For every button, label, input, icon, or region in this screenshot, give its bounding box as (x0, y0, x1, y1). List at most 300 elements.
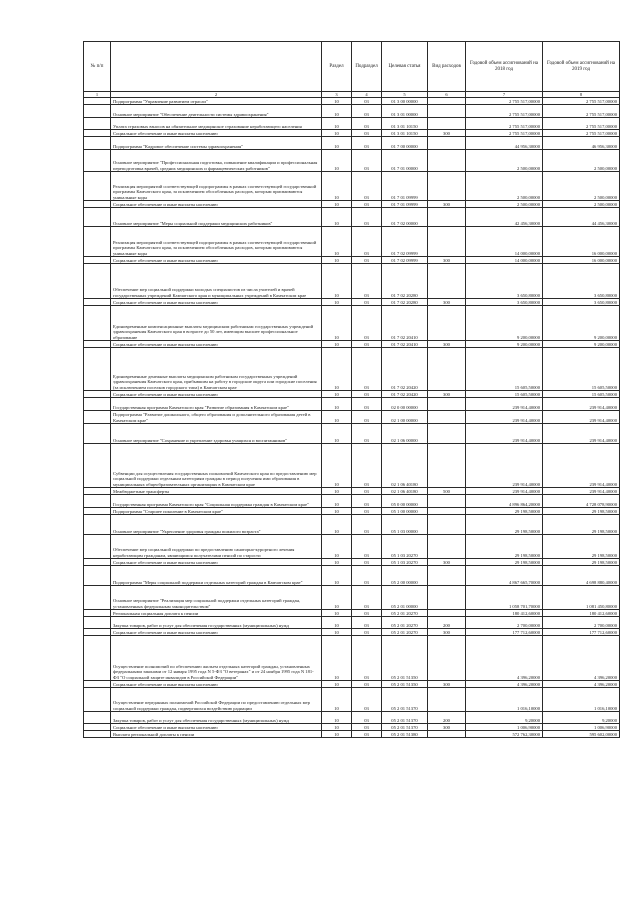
budget-table (83, 41, 620, 738)
row-subsection-cell: 03 (352, 731, 382, 738)
row-section-cell: 10 (322, 150, 352, 172)
row-target-cell: 05 1 03 00000 (382, 515, 428, 535)
row-expense-type-cell (428, 118, 466, 130)
row-number-cell (84, 391, 111, 398)
table-row (84, 636, 620, 681)
table-row (84, 172, 620, 201)
row-2019-cell: 1 081 450,80000 (543, 586, 620, 610)
header-row (84, 42, 620, 92)
row-section-cell: 10 (322, 636, 352, 681)
row-number-cell (84, 118, 111, 130)
row-target-cell: 05 2 01 20270 (382, 629, 428, 636)
row-target-cell: 01 7 02 09999 (382, 227, 428, 257)
row-2018-cell: 3 650,80000 (466, 264, 543, 299)
table-row (84, 306, 620, 341)
row-number-cell (84, 264, 111, 299)
row-name-cell: Социальное обеспечение и иные выплаты населению (111, 130, 322, 137)
row-subsection-cell: 03 (352, 257, 382, 264)
row-number-cell (84, 629, 111, 636)
table-row (84, 495, 620, 508)
table-row (84, 444, 620, 488)
row-name-cell: Государственная программа Камчатского края "Социальная поддержка граждан в Камчатском крае" (111, 495, 322, 508)
row-expense-type-cell (428, 535, 466, 559)
row-expense-type-cell: 300 (428, 681, 466, 688)
row-2019-cell: 3 650,80000 (543, 299, 620, 306)
row-subsection-cell: 03 (352, 610, 382, 617)
row-expense-type-cell (428, 348, 466, 391)
row-number-cell (84, 299, 111, 306)
row-2019-cell: 239 914,40000 (543, 398, 620, 411)
row-target-cell: 05 2 01 51380 (382, 731, 428, 738)
row-2019-cell: 2 755 517,00000 (543, 118, 620, 130)
table-row (84, 610, 620, 617)
row-2018-cell: 3 650,80000 (466, 299, 543, 306)
row-subsection-cell: 03 (352, 629, 382, 636)
row-expense-type-cell (428, 150, 466, 172)
table-row (84, 688, 620, 712)
row-subsection-cell: 03 (352, 201, 382, 208)
header-section: Раздел (322, 42, 352, 92)
row-name-cell: Закупка товаров, работ и услуг для обеспечения государственных (муниципальных) нужд (111, 617, 322, 629)
row-number-cell (84, 444, 111, 488)
table-row (84, 586, 620, 610)
row-number-cell (84, 341, 111, 348)
row-2018-cell: 2 755 517,00000 (466, 105, 543, 118)
column-number: 1 (84, 92, 111, 98)
row-expense-type-cell (428, 264, 466, 299)
row-2019-cell: 4 698 880,40000 (543, 566, 620, 586)
row-target-cell: 01 7 00 00000 (382, 137, 428, 150)
row-subsection-cell: 03 (352, 508, 382, 515)
row-2019-cell: 177 712,60000 (543, 629, 620, 636)
row-number-cell (84, 586, 111, 610)
row-target-cell: 01 7 02 20410 (382, 341, 428, 348)
row-target-cell: 05 0 00 00000 (382, 495, 428, 508)
row-2019-cell: 239 914,40000 (543, 411, 620, 424)
row-2019-cell: 239 914,40000 (543, 488, 620, 495)
row-target-cell: 01 7 02 20280 (382, 299, 428, 306)
table-row (84, 98, 620, 105)
row-2018-cell: 2 700,00000 (466, 617, 543, 629)
row-number-cell (84, 98, 111, 105)
row-number-cell (84, 137, 111, 150)
row-2019-cell: 2 700,00000 (543, 617, 620, 629)
row-name-cell: Подпрограмма "Старшее поколение в Камчатском крае" (111, 508, 322, 515)
row-name-cell: Социальное обеспечение и иные выплаты населению (111, 391, 322, 398)
column-number: 3 (322, 92, 352, 98)
row-section-cell: 10 (322, 610, 352, 617)
table-row (84, 137, 620, 150)
row-name-cell: Основное мероприятие "Меры социальной поддержки медицинских работников" (111, 208, 322, 227)
row-name-cell: Межбюджетные трансферты (111, 488, 322, 495)
row-target-cell: 02 1 00 00000 (382, 411, 428, 424)
row-expense-type-cell (428, 566, 466, 586)
row-target-cell: 01 7 02 09999 (382, 257, 428, 264)
header-2019: Годовой объем ассигнований на 2019 год (543, 42, 620, 92)
row-expense-type-cell (428, 208, 466, 227)
table-row (84, 411, 620, 424)
row-expense-type-cell (428, 306, 466, 341)
row-number-cell (84, 610, 111, 617)
column-number: 7 (466, 92, 543, 98)
row-target-cell: 05 2 01 51350 (382, 636, 428, 681)
row-subsection-cell: 03 (352, 559, 382, 566)
row-section-cell: 10 (322, 105, 352, 118)
row-name-cell: Подпрограмма "Управление развитием отрасли" (111, 98, 322, 105)
row-number-cell (84, 681, 111, 688)
row-target-cell: 02 1 06 40180 (382, 488, 428, 495)
row-section-cell: 10 (322, 118, 352, 130)
row-expense-type-cell (428, 731, 466, 738)
row-expense-type-cell (428, 508, 466, 515)
row-name-cell: Региональная социальная доплата к пенсии (111, 610, 322, 617)
row-subsection-cell: 03 (352, 535, 382, 559)
row-target-cell: 05 2 01 51350 (382, 681, 428, 688)
row-name-cell: Реализация мероприятий соответствующей подпрограммы в рамках соответствующей государственной программы Камчатского края, за исключением обособленных расходов, которым присваиваются уникальные коды (111, 227, 322, 257)
row-section-cell: 10 (322, 137, 352, 150)
row-2018-cell: 1 058 701,70000 (466, 586, 543, 610)
row-2019-cell: 3 650,80000 (543, 264, 620, 299)
row-2018-cell: 29 198,50000 (466, 515, 543, 535)
row-expense-type-cell (428, 424, 466, 444)
row-subsection-cell: 03 (352, 617, 382, 629)
row-2019-cell: 16 000,00000 (543, 227, 620, 257)
row-2019-cell: 9 200,00000 (543, 306, 620, 341)
row-number-cell (84, 724, 111, 731)
row-target-cell: 01 7 01 00000 (382, 150, 428, 172)
row-2019-cell: 4 396,20000 (543, 636, 620, 681)
row-expense-type-cell: 300 (428, 724, 466, 731)
header-target: Целевая статья (382, 42, 428, 92)
row-2018-cell: 9,20000 (466, 712, 543, 724)
row-subsection-cell: 03 (352, 398, 382, 411)
row-2018-cell: 2 500,00000 (466, 150, 543, 172)
row-name-cell: Подпрограмма "Развитие дошкольного, общего образования и дополнительного образования детей в Камчатском крае" (111, 411, 322, 424)
row-2018-cell: 42 456,30000 (466, 208, 543, 227)
row-2018-cell: 2 500,00000 (466, 201, 543, 208)
row-target-cell: 05 1 03 20270 (382, 559, 428, 566)
table-row (84, 208, 620, 227)
row-subsection-cell: 03 (352, 586, 382, 610)
row-2018-cell: 1 006,90000 (466, 724, 543, 731)
table-row (84, 201, 620, 208)
row-expense-type-cell (428, 444, 466, 488)
table-row (84, 617, 620, 629)
table-row (84, 681, 620, 688)
table-row (84, 559, 620, 566)
row-2019-cell: 595 602,00000 (543, 731, 620, 738)
row-subsection-cell: 03 (352, 137, 382, 150)
row-name-cell: Социальное обеспечение и иные выплаты населению (111, 629, 322, 636)
row-expense-type-cell (428, 636, 466, 681)
row-2018-cell: 4 396,20000 (466, 636, 543, 681)
row-section-cell: 10 (322, 227, 352, 257)
row-expense-type-cell: 300 (428, 257, 466, 264)
row-number-cell (84, 495, 111, 508)
row-target-cell: 01 7 02 00000 (382, 208, 428, 227)
row-expense-type-cell: 500 (428, 488, 466, 495)
row-2019-cell: 15 605,50000 (543, 391, 620, 398)
row-number-cell (84, 636, 111, 681)
row-subsection-cell: 03 (352, 118, 382, 130)
table-row (84, 264, 620, 299)
table-row (84, 105, 620, 118)
header-expense-type: Вид расходов (428, 42, 466, 92)
row-name-cell: Подпрограмма "Меры социальной поддержки отдельных категорий граждан в Камчатском крае" (111, 566, 322, 586)
row-number-cell (84, 150, 111, 172)
row-section-cell: 10 (322, 681, 352, 688)
row-subsection-cell: 03 (352, 306, 382, 341)
row-section-cell: 10 (322, 299, 352, 306)
row-expense-type-cell (428, 398, 466, 411)
row-number-cell (84, 535, 111, 559)
row-number-cell (84, 566, 111, 586)
row-subsection-cell: 03 (352, 636, 382, 681)
row-section-cell: 10 (322, 495, 352, 508)
row-name-cell: Социальное обеспечение и иные выплаты населению (111, 559, 322, 566)
row-2018-cell: 572 762,30000 (466, 731, 543, 738)
row-2018-cell: 177 712,60000 (466, 629, 543, 636)
row-section-cell: 10 (322, 411, 352, 424)
row-2019-cell: 16 000,00000 (543, 257, 620, 264)
row-section-cell: 10 (322, 257, 352, 264)
header-subsection: Подраздел (352, 42, 382, 92)
row-section-cell: 10 (322, 208, 352, 227)
row-name-cell: Осуществление переданных полномочий Российской Федерации по предоставлению отдельных мер социальной поддержки граждан, подвергшихся воздействию радиации (111, 688, 322, 712)
row-section-cell: 10 (322, 341, 352, 348)
row-section-cell: 10 (322, 566, 352, 586)
row-section-cell: 10 (322, 444, 352, 488)
table-row (84, 724, 620, 731)
row-number-cell (84, 508, 111, 515)
row-section-cell: 10 (322, 629, 352, 636)
row-name-cell: Социальное обеспечение и иные выплаты населению (111, 201, 322, 208)
table-row (84, 130, 620, 137)
row-expense-type-cell: 300 (428, 130, 466, 137)
row-2019-cell: 2 500,00000 (543, 150, 620, 172)
row-2019-cell: 1 016,10000 (543, 688, 620, 712)
row-2018-cell: 9 200,00000 (466, 341, 543, 348)
row-target-cell: 01 3 01 10150 (382, 118, 428, 130)
row-name-cell: Социальное обеспечение и иные выплаты населению (111, 724, 322, 731)
row-expense-type-cell (428, 137, 466, 150)
row-name-cell: Уплата страховых взносов на обязательное медицинское страхование неработающего населения (111, 118, 322, 130)
row-target-cell: 01 7 01 09999 (382, 172, 428, 201)
row-target-cell: 01 7 02 20420 (382, 391, 428, 398)
row-name-cell: Социальное обеспечение и иные выплаты населению (111, 681, 322, 688)
row-subsection-cell: 03 (352, 341, 382, 348)
row-2019-cell: 239 914,40000 (543, 444, 620, 488)
table-row (84, 508, 620, 515)
header-no: № п/п (84, 42, 111, 92)
row-2018-cell: 15 605,50000 (466, 391, 543, 398)
row-2019-cell: 180 412,60000 (543, 610, 620, 617)
row-target-cell: 02 0 00 00000 (382, 398, 428, 411)
row-expense-type-cell: 300 (428, 201, 466, 208)
row-number-cell (84, 257, 111, 264)
row-2019-cell: 29 198,50000 (543, 508, 620, 515)
table-row (84, 712, 620, 724)
row-section-cell: 10 (322, 586, 352, 610)
row-2019-cell: 2 755 517,00000 (543, 98, 620, 105)
table-row (84, 566, 620, 586)
row-subsection-cell: 03 (352, 130, 382, 137)
row-section-cell: 10 (322, 172, 352, 201)
row-name-cell: Реализация мероприятий соответствующей подпрограммы в рамках соответствующей государственной программы Камчатского края, за исключением обособленных расходов, которым присваиваются уникальные коды (111, 172, 322, 201)
row-subsection-cell: 03 (352, 444, 382, 488)
row-2018-cell: 15 605,50000 (466, 348, 543, 391)
table-row (84, 535, 620, 559)
column-number: 8 (543, 92, 620, 98)
row-expense-type-cell (428, 586, 466, 610)
row-2019-cell: 2 755 517,00000 (543, 130, 620, 137)
row-section-cell: 10 (322, 559, 352, 566)
row-2019-cell: 2 755 517,00000 (543, 105, 620, 118)
row-name-cell: Основное мероприятие "Профессиональная подготовка, повышение квалификации и профессиональная переподготовка врачей, средних медицинских и фармацевтических работников" (111, 150, 322, 172)
row-2018-cell: 239 914,40000 (466, 398, 543, 411)
row-subsection-cell: 03 (352, 98, 382, 105)
row-subsection-cell: 03 (352, 105, 382, 118)
table-row (84, 227, 620, 257)
header-2018: Годовой объем ассигнований на 2018 год (466, 42, 543, 92)
row-subsection-cell: 03 (352, 724, 382, 731)
table-row (84, 257, 620, 264)
row-section-cell: 10 (322, 201, 352, 208)
row-2018-cell: 29 198,50000 (466, 535, 543, 559)
table-row (84, 348, 620, 391)
row-name-cell: Социальное обеспечение и иные выплаты населению (111, 341, 322, 348)
row-section-cell: 10 (322, 264, 352, 299)
row-name-cell: Осуществление полномочий по обеспечению жильем отдельных категорий граждан, установленных федеральными законами от 12 января 1995 года N 5-ФЗ "О ветеранах" и от 24 ноября 1995 года N 181-ФЗ "О социальной защите инвалидов в Российской Федерации" (111, 636, 322, 681)
row-2018-cell: 239 914,40000 (466, 424, 543, 444)
row-section-cell: 10 (322, 535, 352, 559)
row-expense-type-cell: 200 (428, 617, 466, 629)
row-2019-cell: 239 914,40000 (543, 424, 620, 444)
table-row (84, 398, 620, 411)
table-row (84, 629, 620, 636)
row-section-cell: 10 (322, 348, 352, 391)
table-row (84, 118, 620, 130)
row-name-cell: Социальное обеспечение и иные выплаты населению (111, 299, 322, 306)
row-section-cell: 10 (322, 515, 352, 535)
row-number-cell (84, 515, 111, 535)
table-row (84, 299, 620, 306)
row-subsection-cell: 03 (352, 488, 382, 495)
row-2019-cell: 1 006,90000 (543, 724, 620, 731)
row-2018-cell: 2 755 517,00000 (466, 118, 543, 130)
row-expense-type-cell (428, 688, 466, 712)
table-row (84, 391, 620, 398)
row-subsection-cell: 03 (352, 391, 382, 398)
row-name-cell: Государственная программа Камчатского края "Развитие образования в Камчатском крае" (111, 398, 322, 411)
row-number-cell (84, 424, 111, 444)
row-number-cell (84, 688, 111, 712)
row-2018-cell: 14 000,00000 (466, 257, 543, 264)
row-expense-type-cell (428, 515, 466, 535)
row-number-cell (84, 172, 111, 201)
row-target-cell: 05 2 01 51370 (382, 688, 428, 712)
row-name-cell: Социальное обеспечение и иные выплаты населению (111, 257, 322, 264)
row-target-cell: 05 1 00 00000 (382, 508, 428, 515)
table-row (84, 515, 620, 535)
row-subsection-cell: 03 (352, 208, 382, 227)
row-2018-cell: 1 016,10000 (466, 688, 543, 712)
row-2019-cell: 4 396,20000 (543, 681, 620, 688)
row-section-cell: 10 (322, 424, 352, 444)
row-expense-type-cell (428, 105, 466, 118)
table-row (84, 341, 620, 348)
row-name-cell: Субвенции для осуществления государственных полномочий Камчатского края по предоставлению мер социальной поддержки отдельным категориям граждан в период получения ими образования в муниципальных общеобразовательных организациях в Камчатском крае (111, 444, 322, 488)
row-name-cell: Основное мероприятие "Реализация мер социальной поддержки отдельных категорий граждан, установленных федеральным законодательством" (111, 586, 322, 610)
row-section-cell: 10 (322, 508, 352, 515)
row-number-cell (84, 348, 111, 391)
row-target-cell: 01 3 00 00000 (382, 98, 428, 105)
row-2018-cell: 239 914,40000 (466, 411, 543, 424)
row-number-cell (84, 306, 111, 341)
row-subsection-cell: 03 (352, 688, 382, 712)
row-2019-cell: 44 456,30000 (543, 208, 620, 227)
row-section-cell: 10 (322, 398, 352, 411)
row-section-cell: 10 (322, 688, 352, 712)
row-number-cell (84, 201, 111, 208)
row-2018-cell: 2 500,00000 (466, 172, 543, 201)
row-number-cell (84, 208, 111, 227)
row-section-cell: 10 (322, 98, 352, 105)
row-subsection-cell: 03 (352, 566, 382, 586)
row-2018-cell: 239 914,40000 (466, 488, 543, 495)
row-2018-cell: 29 198,50000 (466, 559, 543, 566)
row-subsection-cell: 03 (352, 681, 382, 688)
row-section-cell: 10 (322, 488, 352, 495)
row-subsection-cell: 03 (352, 515, 382, 535)
table-row (84, 488, 620, 495)
row-subsection-cell: 03 (352, 411, 382, 424)
row-number-cell (84, 731, 111, 738)
row-2019-cell: 29 198,50000 (543, 559, 620, 566)
table-row (84, 424, 620, 444)
row-expense-type-cell (428, 98, 466, 105)
row-2019-cell: 4 728 078,90000 (543, 495, 620, 508)
row-subsection-cell: 03 (352, 299, 382, 306)
row-subsection-cell: 03 (352, 495, 382, 508)
row-section-cell: 10 (322, 130, 352, 137)
row-section-cell: 10 (322, 724, 352, 731)
row-target-cell: 05 2 01 20270 (382, 610, 428, 617)
row-target-cell: 05 2 00 00000 (382, 566, 428, 586)
row-expense-type-cell: 200 (428, 712, 466, 724)
column-number: 5 (382, 92, 428, 98)
row-target-cell: 01 7 02 20420 (382, 348, 428, 391)
row-number-cell (84, 712, 111, 724)
row-section-cell: 10 (322, 391, 352, 398)
row-target-cell: 02 1 06 40180 (382, 444, 428, 488)
row-2018-cell: 9 200,00000 (466, 306, 543, 341)
row-subsection-cell: 03 (352, 264, 382, 299)
row-target-cell: 05 2 01 51370 (382, 724, 428, 731)
row-target-cell: 02 1 06 00000 (382, 424, 428, 444)
row-section-cell: 10 (322, 306, 352, 341)
row-2019-cell: 29 198,50000 (543, 535, 620, 559)
header-name (111, 42, 322, 92)
row-2019-cell: 9,20000 (543, 712, 620, 724)
row-number-cell (84, 227, 111, 257)
row-number-cell (84, 411, 111, 424)
row-target-cell: 01 3 01 00000 (382, 105, 428, 118)
row-expense-type-cell: 300 (428, 629, 466, 636)
row-name-cell: Обеспечение мер социальной поддержки по предоставлению санаторно-курортного лечения неработающим гражданам, являющимся получателями пенсий по старости (111, 535, 322, 559)
row-subsection-cell: 03 (352, 424, 382, 444)
row-2018-cell: 4 867 665,70000 (466, 566, 543, 586)
